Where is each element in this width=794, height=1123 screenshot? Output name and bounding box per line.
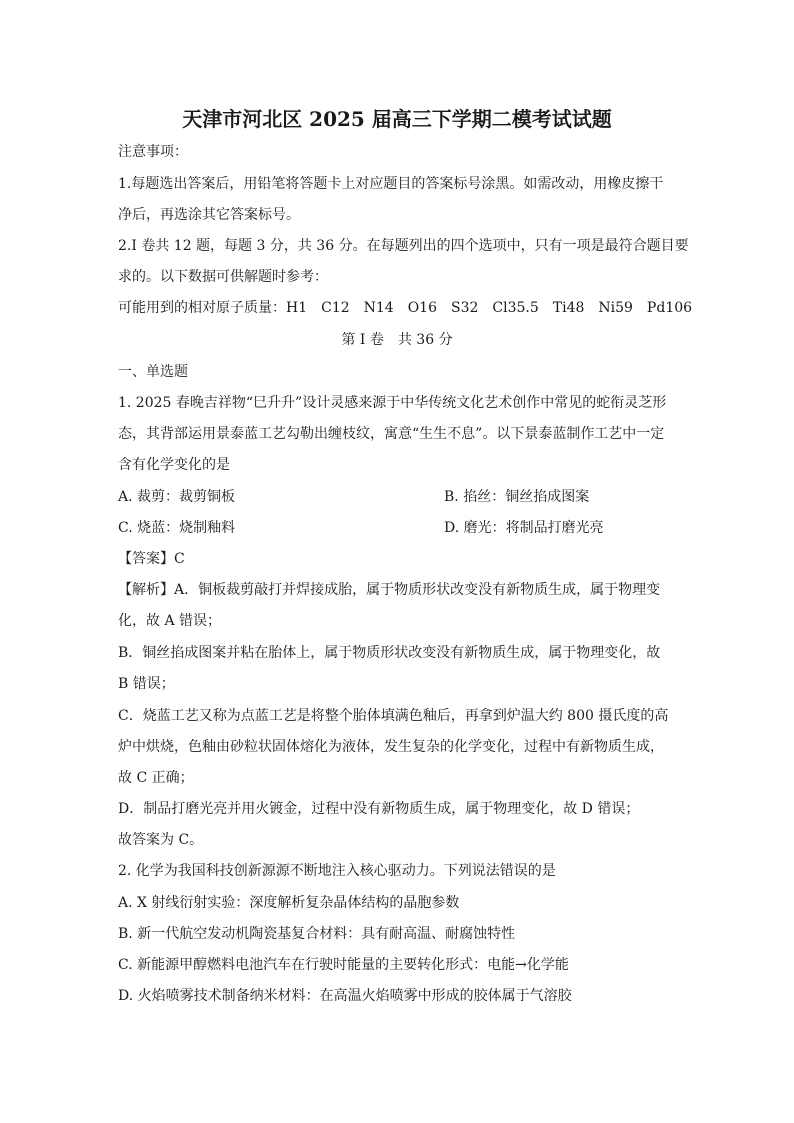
q1-analysis-line3: B．铜丝掐成图案并粘在胎体上，属于物质形状改变没有新物质生成，属于物理变化，故 xyxy=(118,645,661,661)
q1-conclusion: 故答案为 C。 xyxy=(118,832,204,848)
atomic-masses: 可能用到的相对原子质量：H1 C12 N14 O16 S32 Cl35.5 Ti48 Ni59 Pd106 xyxy=(118,300,693,316)
q1-analysis-line5: C．烧蓝工艺又称为点蓝工艺是将整个胎体填满色釉后，再拿到炉温大约 800 摄氏度的高 xyxy=(118,708,669,724)
q2-option-d: D. 火焰喷雾技术制备纳米材料：在高温火焰喷雾中形成的胶体属于气溶胶 xyxy=(118,988,572,1004)
page-title: 天津市河北区 2025 届高三下学期二模考试试题 xyxy=(182,107,612,131)
q1-option-c: C. 烧蓝：烧制釉料 xyxy=(118,520,236,536)
q1-option-d: D. 磨光：将制品打磨光亮 xyxy=(444,520,604,536)
q1-stem-line1: 1. 2025 春晚吉祥物“巳升升”设计灵感来源于中华传统文化艺术创作中常见的蛇衔灵芝形 xyxy=(118,395,667,411)
q1-stem-line3: 含有化学变化的是 xyxy=(118,457,230,473)
q2-option-b: B. 新一代航空发动机陶瓷基复合材料：具有耐高温、耐腐蚀特性 xyxy=(118,926,516,942)
notice-item1-line2: 净后，再选涂其它答案标号。 xyxy=(118,207,300,223)
q1-analysis-line8: D．制品打磨光亮并用火镀金，过程中没有新物质生成，属于物理变化，故 D 错误； xyxy=(118,801,640,817)
q1-answer: 【答案】C xyxy=(118,551,185,567)
q2-option-a: A. X 射线衍射实验：深度解析复杂晶体结构的晶胞参数 xyxy=(118,895,460,911)
q2-option-c: C. 新能源甲醇燃料电池汽车在行驶时能量的主要转化形式：电能→化学能 xyxy=(118,957,569,973)
q1-stem-line2: 态，其背部运用景泰蓝工艺勾勒出缠枝纹，寓意“生生不息”。以下景泰蓝制作工艺中一定 xyxy=(118,426,665,442)
q1-analysis-line7: 故 C 正确； xyxy=(118,770,194,786)
notice-item1-line1: 1.每题选出答案后，用铅笔将答题卡上对应题目的答案标号涂黑。如需改动，用橡皮擦干 xyxy=(118,176,664,192)
notice-item2-line2: 求的。以下数据可供解题时参考： xyxy=(118,269,328,285)
part-title: 一、单选题 xyxy=(118,364,188,380)
q2-stem: 2. 化学为我国科技创新源源不断地注入核心驱动力。下列说法错误的是 xyxy=(118,863,556,879)
q1-analysis-line6: 炉中烘烧，色釉由砂粒状固体熔化为液体，发生复杂的化学变化，过程中有新物质生成， xyxy=(118,739,664,755)
q1-analysis-line1: 【解析】A．铜板裁剪敲打并焊接成胎，属于物质形状改变没有新物质生成，属于物理变 xyxy=(118,582,661,598)
q1-option-a: A. 裁剪：裁剪铜板 xyxy=(118,489,236,505)
notice-heading: 注意事项： xyxy=(118,144,188,160)
section-title: 第 I 卷 共 36 分 xyxy=(341,332,453,348)
notice-item2-line1: 2.I 卷共 12 题，每题 3 分，共 36 分。在每题列出的四个选项中，只有一项是最符合题目要 xyxy=(118,238,689,254)
q1-analysis-line2: 化，故 A 错误； xyxy=(118,613,222,629)
q1-analysis-line4: B 错误； xyxy=(118,676,175,692)
q1-option-b: B. 掐丝：铜丝掐成图案 xyxy=(444,489,590,505)
